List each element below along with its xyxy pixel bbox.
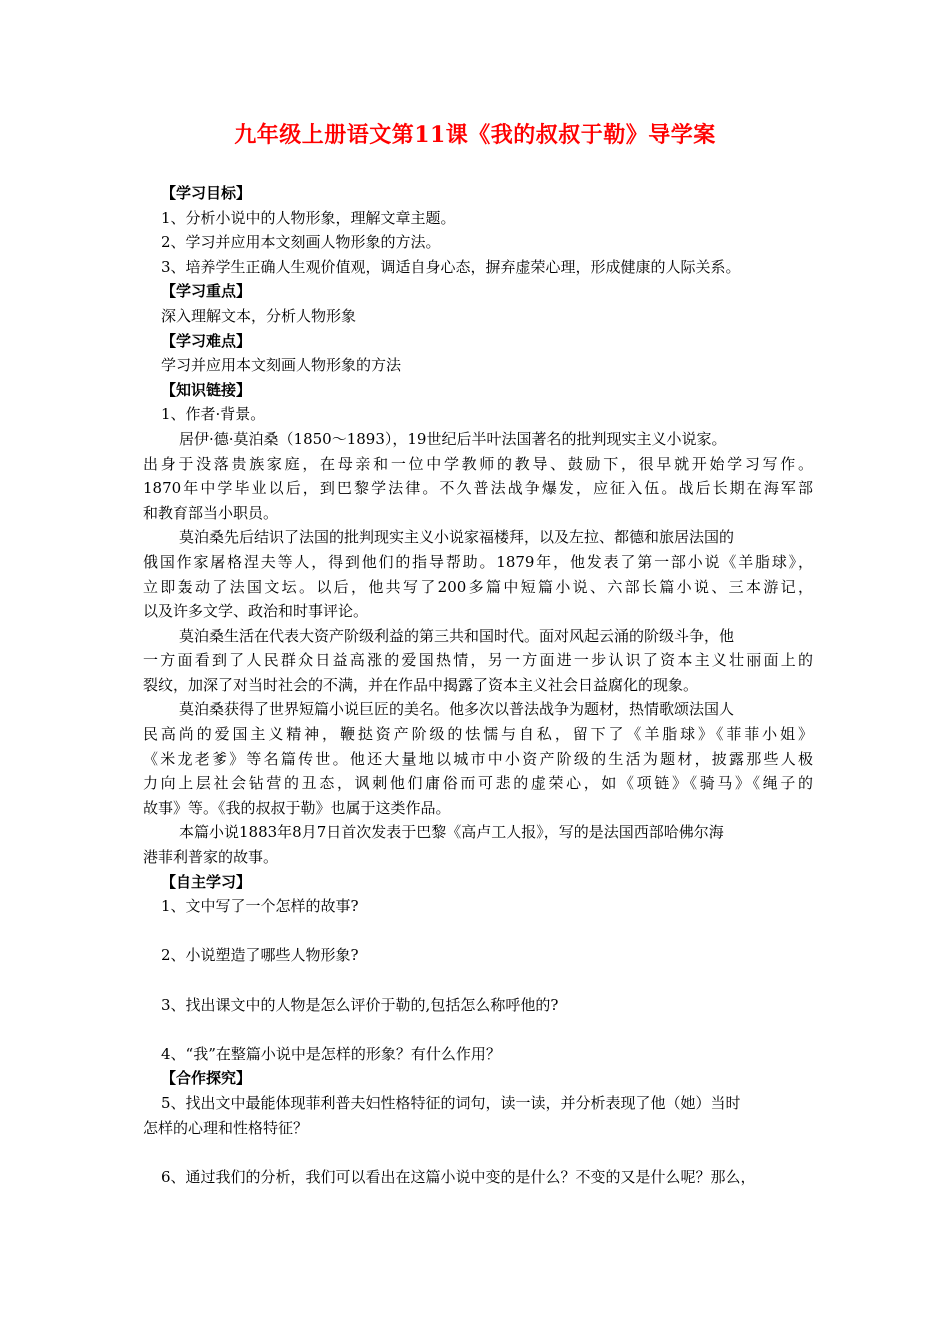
section-heading-self-study: 【自主学习】: [161, 872, 252, 891]
question-item: 2、小说塑造了哪些人物形象?: [161, 946, 359, 965]
question-item: 6、通过我们的分析，我们可以看出在这篇小说中变的是什么？不变的又是什么呢？那么，: [161, 1167, 756, 1186]
page-title: 九年级上册语文第11课《我的叔叔于勒》导学案: [234, 122, 716, 148]
paragraph-line: 力向上层社会钻营的丑态，讽刺他们庸俗而可悲的虚荣心，如《项链》《骑马》《绳子的: [143, 774, 813, 793]
question-item: 5、找出文中最能体现菲利普夫妇性格特征的词句，读一读，并分析表现了他（她）当时: [161, 1093, 741, 1112]
paragraph-line: 故事》等。《我的叔叔于勒》也属于这类作品。: [143, 798, 451, 817]
answer-space: [143, 919, 813, 944]
section-heading-goals: 【学习目标】: [161, 184, 252, 202]
goal-item: 2、学习并应用本文刻画人物形象的方法。: [161, 233, 441, 252]
difficulty-text: 学习并应用本文刻画人物形象的方法: [161, 356, 402, 375]
knowledge-item: 1、作者·背景。: [161, 405, 266, 424]
paragraph-line: 《米龙老爹》等名篇传世。他还大量地以城市中小资产阶级的生活为题材，披露那些人极: [143, 749, 813, 768]
section-heading-knowledge: 【知识链接】: [161, 380, 252, 399]
paragraph-line: 港菲利普家的故事。: [143, 848, 279, 867]
answer-space: [143, 968, 813, 993]
paragraph-line: 一方面看到了人民群众日益高涨的爱国热情，另一方面进一步认识了资本主义壮丽面上的: [143, 651, 813, 670]
answer-space: [143, 1017, 813, 1042]
question-item: 3、找出课文中的人物是怎么评价于勒的,包括怎么称呼他的?: [161, 995, 559, 1014]
paragraph-line: 以及许多文学、政治和时事评论。: [143, 602, 369, 621]
goal-item: 3、培养学生正确人生观价值观，调适自身心态，摒弃虚荣心理，形成健康的人际关系。: [161, 257, 741, 276]
section-heading-focus: 【学习重点】: [161, 282, 252, 301]
section-heading-cooperation: 【合作探究】: [161, 1069, 252, 1088]
question-item-continued: 怎样的心理和性格特征？: [143, 1118, 309, 1137]
question-item: 1、文中写了一个怎样的故事?: [161, 897, 359, 916]
focus-text: 深入理解文本，分析人物形象: [161, 306, 357, 325]
section-heading-difficulty: 【学习难点】: [161, 331, 252, 350]
paragraph-line: 裂纹，加深了对当时社会的不满，并在作品中揭露了资本主义社会日益腐化的现象。: [143, 675, 699, 694]
paragraph-line: 1870年中学毕业以后，到巴黎学法律。不久普法战争爆发，应征入伍。战后长期在海军部: [143, 479, 813, 498]
paragraph-line: 居伊·德·莫泊桑（1850～1893），19世纪后半叶法国著名的批判现实主义小说家。: [179, 429, 727, 448]
paragraph-line: 本篇小说1883年8月7日首次发表于巴黎《高卢工人报》，写的是法国西部哈佛尔海: [179, 823, 724, 842]
paragraph-line: 出身于没落贵族家庭，在母亲和一位中学教师的教导、鼓励下，很早就开始学习写作。: [143, 454, 813, 473]
answer-space: [143, 1140, 813, 1165]
paragraph-line: 莫泊桑获得了世界短篇小说巨匠的美名。他多次以普法战争为题材，热情歌颂法国人: [179, 700, 735, 719]
paragraph-line: 和教育部当小职员。: [143, 503, 279, 522]
paragraph-line: 莫泊桑生活在代表大资产阶级利益的第三共和国时代。面对风起云涌的阶级斗争，他: [179, 626, 735, 645]
paragraph-line: 民高尚的爱国主义精神，鞭挞资产阶级的怯懦与自私，留下了《羊脂球》《菲菲小姐》: [143, 725, 813, 744]
goal-item: 1、分析小说中的人物形象，理解文章主题。: [161, 208, 456, 227]
paragraph-line: 莫泊桑先后结识了法国的批判现实主义小说家福楼拜，以及左拉、都德和旅居法国的: [179, 528, 735, 547]
paragraph-line: 俄国作家屠格涅夫等人，得到他们的指导帮助。1879年，他发表了第一部小说《羊脂球》，: [143, 552, 813, 571]
paragraph-line: 立即轰动了法国文坛。以后，他共写了200多篇中短篇小说、六部长篇小说、三本游记，: [143, 577, 813, 596]
document-body: [143, 181, 813, 1189]
question-item: 4、“我”在整篇小说中是怎样的形象？有什么作用？: [161, 1044, 501, 1063]
